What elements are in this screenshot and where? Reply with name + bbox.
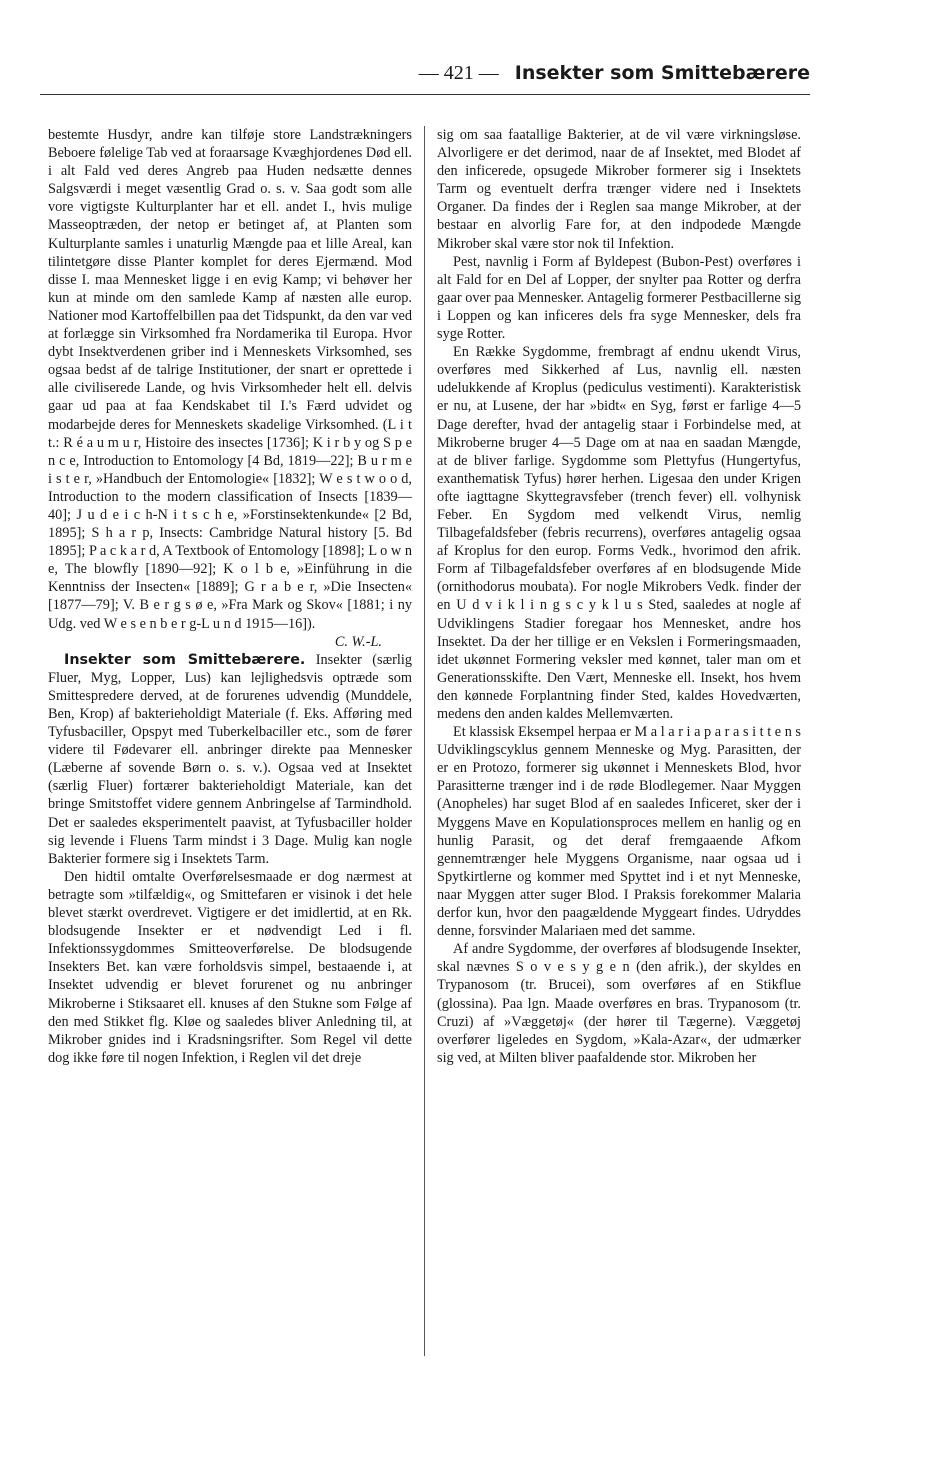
- header-rule: [40, 94, 810, 95]
- page-number: — 421 —: [418, 62, 499, 84]
- paragraph: En Række Sygdomme, frembragt af endnu ukendt Virus, overføres med Sikkerhed af Lus, navnlig ell. næsten udelukkende af Kroplus (pediculus vestimenti). Karakteristisk er nu, at Lusene, der har »bidt« en Syg, først er farlige 4—5 Dage derefter, hvad der antagelig staar i Forbindelse med, at Mikroberne bruger 4—5 Dage om at naa en saadan Mængde, at de bliver farlige. Sygdomme som Plettyfus (Hungertyfus, exanthematisk Tyfus) hører herhen. Ligesaa den under Krigen ofte iagttagne Skyttegravsfeber (trench fever) ell. volhynisk Feber. En Sygdom med velkendt Virus, nemlig Tilbagefaldsfeber (febris recurrens), overføres antagelig ogsaa af Kroplus for den europ. Forms Vedk., hvorimod den afrik. Form af Tilbagefaldsfeber overføres af en blodsugende Mide (ornithodorus moubata). For nogle Mikrobers Vedk. finder der en U d v i k l i n g s c y k l u s Sted, saaledes at nogle af Udviklingens Stadier foregaar hos Mennesket, andre hos Insektet. Da der her tillige er en Vekslen i Formeringsmaaden, idet ukønnet Formering veksler med kønnet, taler man om et Generationsskifte. Den Vært, Menneske ell. Insekt, hos hvem den kønnede Forplantning finder Sted, kaldes Hovedværten, medens den anden kaldes Mellemværten.: [437, 344, 801, 722]
- paragraph: sig om saa faatallige Bakterier, at de vil være virkningsløse. Alvorligere er det derimod, naar de af Insektet, med Blodet af den inficerede, opsugede Mikrober formerer sig i Insektets Tarm og eventuelt derfra trænger videre ned i Insektets Organer. Da findes der i Reglen saa mange Mikrober, at der bestaar en alvorlig Fare for, at den indpodede Mængde Mikrober skal være stor nok til Infektion.: [437, 127, 801, 252]
- right-column: [437, 126, 801, 1067]
- left-column: [48, 126, 412, 1067]
- entry-paragraph: [48, 651, 412, 868]
- paragraph: bestemte Husdyr, andre kan tilføje store Landstrækningers Beboere følelige Tab ved at foraarsage Kvæghjordenes Død ell. i alt Fald ved deres Angreb paa Huden nedsætte dennes Salgsværdi i meget væsentlig Grad o. s. v. Saa godt som alle vore vigtigste Kulturplanter har et ell. andet I., hvis mulige Masseoptræden, der netop er betinget af, at Planten som Kulturplante samles i unaturlig Mængde paa et lille Areal, kan tilintetgøre disse Planter komplet for deres Ejermænd. Mod disse I. maa Mennesket ligge i en evig Kamp; vi behøver her kun at minde om den samlede Kamp af næsten alle europ. Nationer mod Kartoffelbillen paa det Tidspunkt, da den var ved at forlægge sin Virksomhed fra Nordamerika til Europa. Hvor dybt Insektverdenen griber ind i Menneskets Virksomhed, ses ogsaa bedst af de talrige Institutioner, der snart er oprettede i alle civiliserede Lande, og hvis Virksomheder helt ell. delvis gaar ud paa at faa Kendskabet til I.'s Færd udvidet og modarbejde deres for Menneskets skadelige Virksomhed. (L i t t.: R é a u m u r, Histoire des insectes [1736]; K i r b y og S p e n c e, Introduction to Entomology [4 Bd, 1819—22]; B u r m e i s t e r, »Handbuch der Entomologie« [1832]; W e s t w o o d, Introduction to the modern classification of Insects [1839—40]; J u d e i c h-N i t s c h e, »Forstinsektenkunde« [2 Bd, 1895]; S h a r p, Insects: Cambridge Natural history [5. Bd 1895]; P a c k a r d, A Textbook of Entomology [1898]; L o w n e, The blowfly [1890—92]; K o l b e, »Einführung in die Kenntniss der Insecten« [1889]; G r a b e r, »Die Insecten« [1877—79]; V. B e r g s ø e, »Fra Mark og Skov« [1881; i ny Udg. ved W e s e n b e r g-L u n d 1915—16]).: [48, 127, 412, 632]
- running-head: Insekter som Smittebærere: [514, 62, 810, 84]
- paragraph: Et klassisk Eksempel herpaa er M a l a r i a p a r a s i t t e n s Udviklingscyklus gennem Menneske og Myg. Parasitten, der er en Protozo, formerer sig ukønnet i Menneskets Blod, hvor Parasitterne trænger ind i de røde Blodlegemer. Naar Myggen (Anopheles) har suget Blod af en saaledes Inficeret, sker der i Myggens Mave en Kopulationsproces mellem en hanlig og en hunlig Parasit, og det deraf fremgaaende Afkom gennemtrænger hele Myggens Organisme, naar ogsaa ud i Spytkirtlerne og kommer med Spyttet ind i et nyt Menneske, naar Myggen atter suger Blod. I Praksis forekommer Malaria derfor kun, hvor den paagældende Myggeart findes. Udryddes denne, forsvinder Malariaen med det samme.: [437, 724, 801, 940]
- paragraph: Pest, navnlig i Form af Byldepest (Bubon-Pest) overføres i alt Fald for en Del af Lopper, der snylter paa Rotter og derfra gaar over paa Mennesker. Antagelig formerer Pestbacillerne sig i Loppen og kan inficeres dels fra syge Mennesker, dels fra syge Rotter.: [437, 253, 801, 343]
- page-header: [40, 60, 810, 86]
- paragraph: Af andre Sygdomme, der overføres af blodsugende Insekter, skal nævnes S o v e s y g e n (den afrik.), der skyldes en Trypanosom (tr. Brucei), som overføres af en Stikflue (glossina). Paa lgn. Maade overføres en bras. Trypanosom (tr. Cruzi) af »Væggetøj« (der hører til Tægerne). Væggetøj overfører ligeledes en Sygdom, »Kala-Azar«, der udmærker sig ved, at Milten bliver paafaldende stor. Mikroben her: [437, 941, 801, 1066]
- paragraph: Den hidtil omtalte Overførelsesmaade er dog nærmest at betragte som »tilfældig«, og Smittefaren er visinok i det hele blevet stærkt overdrevet. Vigtigere er det imidlertid, at en Rk. blodsugende Insekter er et nødvendigt Led i fl. Infektionssygdommes Smitteoverførelse. De blodsugende Insekters Bet. kan være forholdsvis simpel, bestaaende i, at Insektet udvendig er blevet forurenet og nu anbringer Mikroberne i Stiksaaret ell. knuses af den Stukne som Følge af den med Stikket flg. Kløe og saaledes bliver Anledning til, at Mikrober gnides ind i Kradsningsrifter. Som Regel vil dette dog ikke føre til nogen Infektion, i Reglen vil det dreje: [48, 868, 412, 1066]
- entry-body: Insekter (særlig Fluer, Myg, Lopper, Lus) kan lejlighedsvis optræde som Smittespredere derved, at de forurenes udvendig (Munddele, Ben, Krop) af bakterieholdigt Materiale (f. Eks. Afføring med Tyfusbaciller, Opspyt med Tuberkelbaciller etc., som de fører videre til Fødevarer ell. anbringer direkte paa Mennesker (Læberne af sovende Børn o. s. v.). Ogsaa ved at Insektet (særlig Fluer) fortærer bakterieholdigt Materiale, kan det bringe Smitstoffet videre gennem Anbringelse af Tarmindhold. Det er saaledes eksperimentelt paavist, at Tyfusbaciller holder sig levende i Fluens Tarm mindst i 3 Dage. Mulig kan nogle Bakterier formere sig i Insektets Tarm.: [48, 651, 412, 867]
- entry-title: Insekter som Smittebærere.: [64, 651, 306, 668]
- column-divider: [424, 126, 425, 1356]
- author-signature: C. W.-L.: [334, 633, 382, 650]
